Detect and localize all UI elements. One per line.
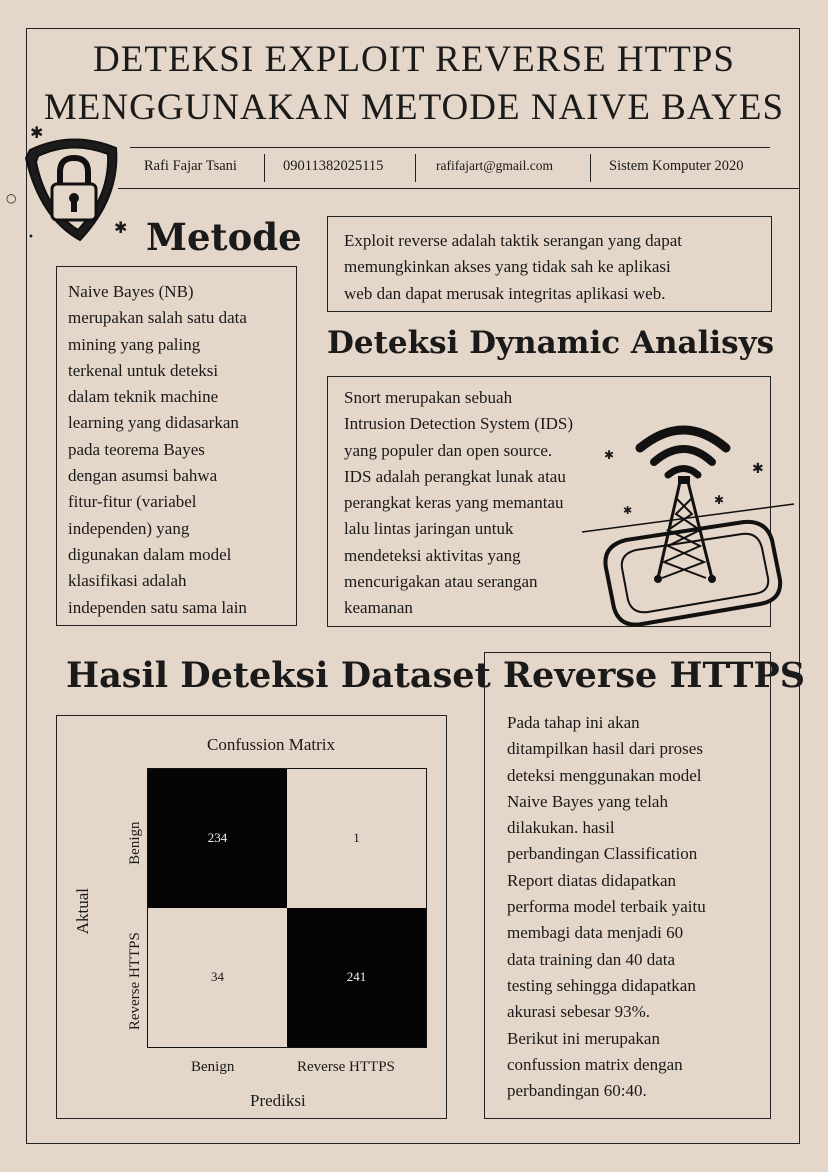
metode-line: pada teorema Bayes — [68, 439, 205, 459]
metode-line: learning yang didasarkan — [68, 413, 239, 433]
intro-text-box — [327, 216, 772, 312]
results-line: deteksi menggunakan model — [507, 765, 702, 785]
metode-line: klasifikasi adalah — [68, 571, 187, 591]
header-divider — [590, 154, 591, 182]
sparkle-icon: ✱ — [604, 448, 615, 462]
y-tick-label: Benign — [126, 821, 143, 865]
sparkle-icon: ✱ — [114, 218, 128, 237]
metode-line: fitur-fitur (variabel — [68, 492, 197, 512]
results-heading: Hasil Deteksi Dataset Reverse HTTPS — [66, 655, 805, 696]
dynamic-line: Snort merupakan sebuah — [344, 388, 513, 407]
metode-line: digunakan dalam model — [68, 544, 232, 564]
student-id: 09011382025115 — [283, 158, 384, 174]
metode-heading: Metode — [146, 215, 302, 259]
matrix-cell — [148, 769, 287, 908]
metode-line: dengan asumsi bahwa — [68, 466, 218, 486]
metode-line: independen) yang — [68, 518, 190, 538]
y-axis-label: Aktual — [72, 888, 92, 935]
page-title-line-2: MENGGUNAKAN METODE NAIVE BAYES — [43, 87, 785, 128]
metode-line: merupakan salah satu data — [68, 308, 247, 328]
cell-value: 234 — [207, 830, 228, 846]
sparkle-icon: ✱ — [30, 123, 44, 142]
intro-line: web dan dapat merusak integritas aplikasi web. — [344, 283, 666, 303]
confusion-matrix-grid — [147, 768, 427, 1048]
shield-lock-icon — [20, 128, 124, 246]
results-line: membagi data menjadi 60 — [507, 923, 684, 943]
header-divider — [264, 154, 265, 182]
sparkle-icon: ✱ — [714, 493, 725, 507]
metode-line: dalam teknik machine — [68, 387, 219, 407]
cell-value: 34 — [211, 969, 224, 985]
dynamic-analysis-heading: Deteksi Dynamic Analisys — [327, 325, 775, 361]
metode-line: terkenal untuk deteksi — [68, 360, 219, 380]
author-name: Rafi Fajar Tsani — [144, 158, 237, 174]
metode-text-box — [56, 266, 297, 626]
header-divider — [415, 154, 416, 182]
intro-line: Exploit reverse adalah taktik serangan yang dapat — [344, 231, 682, 250]
x-tick-label: Reverse HTTPS — [297, 1059, 395, 1075]
results-line: performa model terbaik yaitu — [507, 897, 706, 917]
results-line: Naive Bayes yang telah — [507, 791, 668, 811]
results-line: Pada tahap ini akan — [507, 713, 640, 732]
dynamic-line: mencurigakan atau serangan — [344, 572, 538, 592]
results-line: confussion matrix dengan — [507, 1054, 683, 1074]
sparkle-icon: ✱ — [752, 461, 764, 477]
results-line: akurasi sebesar 93%. — [507, 1002, 651, 1022]
header-bottom-rule — [118, 188, 800, 189]
results-line: testing sehingga didapatkan — [507, 975, 696, 995]
y-tick-label: Reverse HTTPS — [126, 932, 143, 1031]
sparkle-icon: ○ — [6, 191, 17, 205]
header-top-rule — [130, 147, 770, 148]
x-axis-label: Prediksi — [250, 1091, 306, 1110]
results-line: ditampilkan hasil dari proses — [507, 739, 703, 759]
page-title-line-1: DETEKSI EXPLOIT REVERSE HTTPS — [93, 39, 735, 80]
dynamic-line: Intrusion Detection System (IDS) — [344, 414, 573, 434]
sparkle-icon: • — [28, 232, 34, 243]
results-line: data training dan 40 data — [507, 949, 676, 969]
results-line: Report diatas didapatkan — [507, 870, 677, 890]
matrix-cell — [287, 769, 426, 908]
confusion-matrix-box — [56, 715, 447, 1119]
study-program: Sistem Komputer 2020 — [609, 158, 744, 174]
matrix-cell — [148, 908, 287, 1047]
dynamic-line: perangkat keras yang memantau — [344, 493, 564, 513]
dynamic-line: mendeteksi aktivitas yang — [344, 545, 521, 565]
results-description-box — [484, 652, 771, 1119]
results-line: dilakukan. hasil — [507, 818, 615, 838]
cell-value: 241 — [346, 969, 367, 985]
results-line: Berikut ini merupakan — [507, 1028, 660, 1048]
x-tick-label: Benign — [191, 1059, 235, 1075]
matrix-cell — [287, 908, 426, 1047]
metode-line: mining yang paling — [68, 334, 201, 354]
results-line: perbandingan Classification — [507, 844, 698, 864]
results-line: perbandingan 60:40. — [507, 1081, 647, 1101]
dynamic-line: IDS adalah perangkat lunak atau — [344, 466, 566, 486]
dynamic-line: yang populer dan open source. — [344, 440, 553, 460]
sparkle-icon: ✱ — [623, 504, 633, 517]
dynamic-line: lalu lintas jaringan untuk — [344, 519, 514, 539]
intro-line: memungkinkan akses yang tidak sah ke aplikasi — [344, 257, 671, 277]
metode-line: independen satu sama lain — [68, 597, 247, 617]
dynamic-line: keamanan — [344, 598, 413, 618]
cell-value: 1 — [353, 830, 360, 846]
chart-title: Confussion Matrix — [207, 735, 335, 754]
metode-line: Naive Bayes (NB) — [68, 282, 194, 301]
email-address: rafifajart@gmail.com — [436, 158, 554, 173]
